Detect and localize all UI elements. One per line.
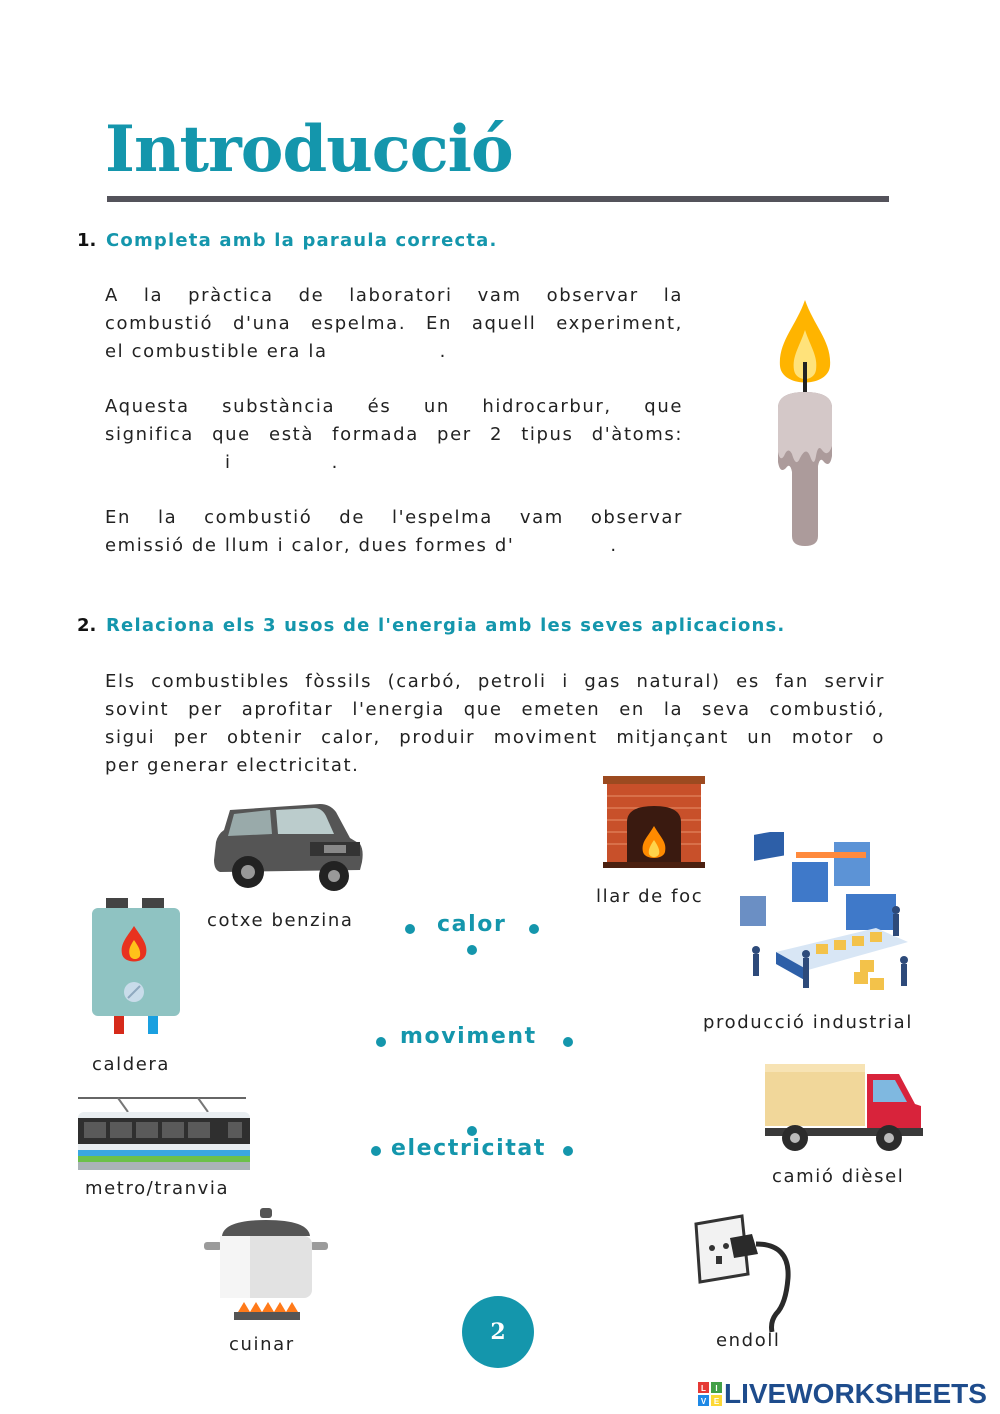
- category-calor: calor: [437, 912, 507, 937]
- item-endoll: endoll: [716, 1330, 781, 1351]
- title-rule: [107, 196, 889, 202]
- category-moviment: moviment: [400, 1024, 537, 1049]
- item-caldera: caldera: [92, 1054, 171, 1075]
- tram-icon[interactable]: [78, 1096, 252, 1174]
- q1-p2-conjunction: i: [225, 452, 232, 473]
- fireplace-icon[interactable]: [603, 776, 705, 868]
- q2-line-3: sigui per obtenir calor, produir moviment mitjançant un motor o: [105, 727, 885, 748]
- dot-moviment-right[interactable]: [563, 1037, 573, 1047]
- answer-field-atom-1[interactable]: [105, 451, 221, 477]
- page-title: Introducció: [105, 112, 513, 187]
- item-camio-diesel: camió dièsel: [772, 1166, 905, 1187]
- dot-electricitat-left[interactable]: [371, 1146, 381, 1156]
- answer-field-atom-2[interactable]: [238, 451, 336, 477]
- liveworksheets-logo: [698, 1378, 987, 1410]
- car-icon[interactable]: [210, 798, 366, 894]
- answer-field-energy[interactable]: [560, 534, 654, 560]
- q1-p2-line-1: Aquesta substància és un hidrocarbur, que: [105, 396, 683, 417]
- q2-line-1: Els combustibles fòssils (carbó, petroli i gas natural) es fan servir: [105, 671, 885, 692]
- question-1-number: 1.: [77, 230, 97, 251]
- q1-p1-line-3-text: el combustible era la: [105, 341, 328, 362]
- q1-p2-line-2: significa que està formada per 2 tipus d'àtoms:: [105, 424, 683, 445]
- q1-p1-line-1: A la pràctica de laboratori vam observar la: [105, 285, 683, 306]
- item-metro-tranvia: metro/tranvia: [85, 1178, 230, 1199]
- brand-name: LIVEWORKSHEETS: [724, 1378, 987, 1409]
- candle-illustration: [770, 296, 840, 550]
- dot-calor-bottom[interactable]: [467, 945, 477, 955]
- q1-period-3: .: [610, 535, 618, 556]
- item-produccio-industrial: producció industrial: [703, 1012, 913, 1033]
- item-cotxe-benzina: cotxe benzina: [207, 910, 354, 931]
- q1-p3-line-1: En la combustió de l'espelma vam observar: [105, 507, 683, 528]
- question-1-text: Completa amb la paraula correcta.: [106, 230, 498, 251]
- boiler-icon[interactable]: [92, 898, 180, 1036]
- dot-electricitat-top[interactable]: [467, 1126, 477, 1136]
- q1-p1-line-2: combustió d'una espelma. En aquell experiment,: [105, 313, 683, 334]
- item-llar-de-foc: llar de foc: [596, 886, 704, 907]
- page-number: 2: [462, 1296, 534, 1368]
- q1-p3-line-2-text: emissió de llum i calor, dues formes d': [105, 535, 515, 556]
- badge-letter-v: V: [700, 1397, 707, 1406]
- badge-letter-e: E: [713, 1397, 720, 1406]
- dot-moviment-left[interactable]: [376, 1037, 386, 1047]
- badge-letter-i: I: [715, 1384, 718, 1393]
- plug-icon[interactable]: [690, 1214, 800, 1332]
- dot-calor-right[interactable]: [529, 924, 539, 934]
- q1-period: .: [439, 341, 447, 362]
- category-electricitat: electricitat: [391, 1136, 546, 1161]
- truck-icon[interactable]: [765, 1064, 925, 1156]
- question-2-number: 2.: [77, 615, 97, 636]
- dot-calor-left[interactable]: [405, 924, 415, 934]
- factory-icon[interactable]: [736, 832, 920, 1008]
- question-2-text: Relaciona els 3 usos de l'energia amb les seves aplicacions.: [106, 615, 786, 636]
- q1-period-2: .: [331, 452, 339, 473]
- answer-field-combustible[interactable]: [358, 340, 466, 366]
- liveworksheets-badge-icon: [698, 1382, 722, 1406]
- dot-electricitat-right[interactable]: [563, 1146, 573, 1156]
- item-cuinar: cuinar: [229, 1334, 295, 1355]
- q2-line-2: sovint per aprofitar l'energia que emeten en la seva combustió,: [105, 699, 885, 720]
- q2-paragraph: [105, 668, 885, 780]
- q2-line-4: per generar electricitat.: [105, 755, 360, 776]
- badge-letter-l: L: [701, 1384, 706, 1393]
- cooking-pot-icon[interactable]: [204, 1208, 328, 1326]
